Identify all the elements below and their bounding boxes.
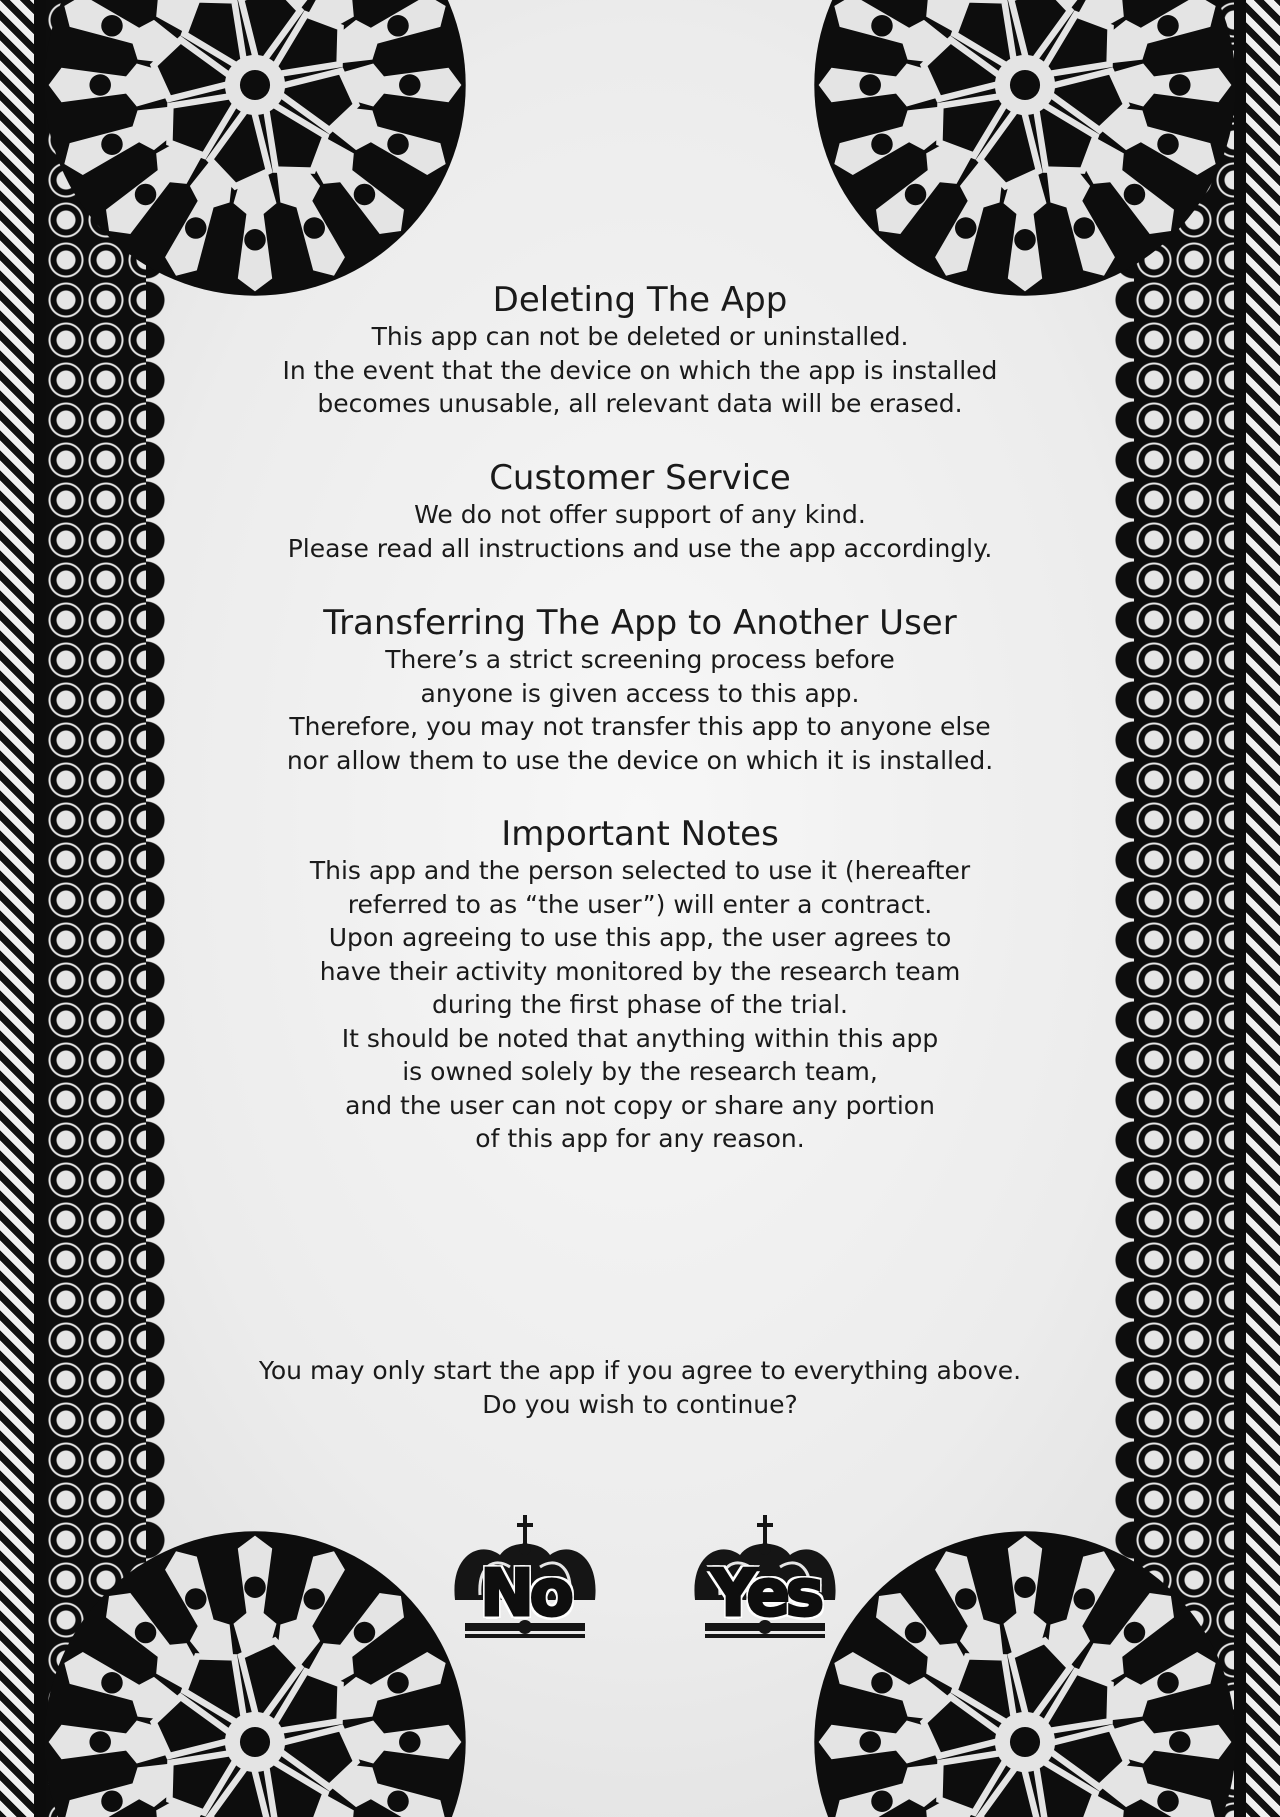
no-button[interactable]: [440, 1515, 610, 1640]
yes-button[interactable]: [680, 1515, 850, 1640]
section-text-line: of this app for any reason.: [475, 1124, 805, 1153]
section-customer-service: [200, 458, 1080, 565]
section-text-line: and the user can not copy or share any portion: [345, 1090, 935, 1120]
yes-button-label: Yes: [710, 1557, 820, 1631]
right-zigzag-border: [1234, 0, 1280, 1817]
section-text-line: becomes unusable, all relevant data will be erased.: [317, 389, 963, 418]
section-text-line: This app and the person selected to use it (hereafter: [309, 856, 971, 885]
section-text-line: This app can not be deleted or uninstalled.: [371, 322, 909, 351]
continue-prompt: [200, 1354, 1080, 1421]
section-text-line: In the event that the device on which the app is installed: [282, 355, 998, 385]
prompt-text-line: You may only start the app if you agree to everything above.: [258, 1356, 1022, 1385]
prompt-text-line: Do you wish to continue?: [482, 1389, 798, 1419]
section-text-line: Therefore, you may not transfer this app to anyone else: [289, 712, 991, 741]
section-title: Transferring The App to Another User: [323, 603, 957, 643]
no-button-label: No: [480, 1557, 570, 1631]
section-text-line: There’s a strict screening process before: [385, 645, 895, 674]
section-text-line: nor allow them to use the device on which it is installed.: [286, 745, 994, 775]
section-title: Deleting The App: [492, 280, 788, 320]
section-text-line: during the first phase of the trial.: [431, 990, 848, 1019]
section-text-line: We do not offer support of any kind.: [414, 500, 866, 529]
section-deleting-app: [200, 280, 1080, 421]
section-text-line: referred to as “the user”) will enter a contract.: [347, 889, 933, 919]
section-title: Customer Service: [489, 458, 791, 498]
terms-content: [200, 0, 1080, 1817]
section-text-line: Please read all instructions and use the app accordingly.: [287, 533, 993, 563]
section-title: Important Notes: [501, 814, 779, 854]
section-transferring-app: [200, 603, 1080, 777]
section-important-notes: [200, 814, 1080, 1156]
section-text-line: anyone is given access to this app.: [420, 678, 860, 708]
section-text-line: It should be noted that anything within this app: [341, 1023, 939, 1053]
section-text-line: Upon agreeing to use this app, the user agrees to: [328, 923, 952, 952]
section-text-line: have their activity monitored by the research team: [319, 956, 961, 986]
section-text-line: is owned solely by the research team,: [402, 1057, 878, 1086]
